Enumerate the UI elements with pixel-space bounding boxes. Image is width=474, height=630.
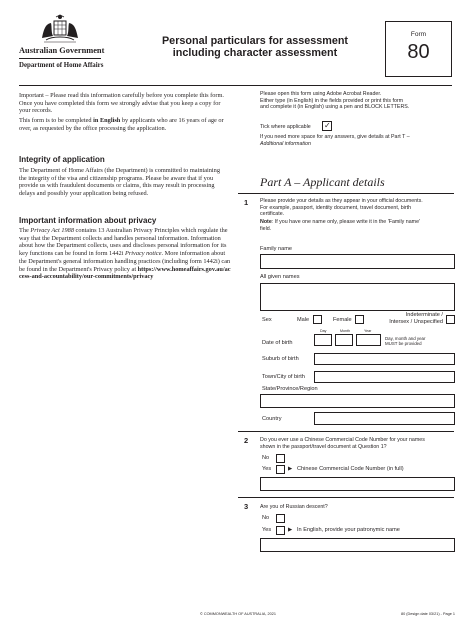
footer-page-info: 80 (Design date 03/21) - Page 1 [400,612,455,616]
english-requirement-bold: in English [93,117,121,124]
question-2-yes-checkbox[interactable] [276,465,285,474]
more-space-line2: Additional information [260,140,311,147]
privacy-policy-link[interactable]: https://www.homeaffairs.gov.au/access-and-accountability/our-commitments/privacy [19,265,231,281]
day-label: Day [320,329,327,333]
privacy-notice-name: Privacy notice [124,250,162,258]
country-label: Country [262,416,282,422]
town-field[interactable] [314,371,455,383]
state-label: State/Province/Region [262,386,318,392]
intro-paragraph: Important – Please read this information carefully before you complete this form. Once you have completed this form we strongly advise that you keep a copy for your records. [19,92,224,115]
question-1-note-text1: : If you have one name only, please write it in the 'Family name' [271,219,421,225]
year-label: Year [364,329,372,333]
coat-of-arms-icon [36,14,84,44]
form-label: Form [410,31,427,38]
chinese-code-field[interactable] [260,477,455,491]
question-2-line2: shown in the passport/travel document at Question 1? [260,443,387,450]
female-checkbox[interactable] [355,315,364,324]
male-label: Male [297,317,310,323]
suburb-label: Suburb of birth [262,356,299,362]
form-title-line1: Personal particulars for assessment [161,35,349,47]
question-3-number: 3 [244,502,249,511]
given-names-label: All given names [260,274,300,280]
town-label: Town/City of birth [262,374,305,380]
question-2-yes-detail: Chinese Commercial Code Number (in full) [297,466,404,472]
question-1-note-text2: field. [260,225,272,232]
family-name-label: Family name [260,246,293,252]
header-logo-divider [19,58,101,59]
privacy-text-a: The [19,227,31,234]
privacy-text [19,227,231,281]
q1-divider [238,431,454,432]
dob-note-line1: Day, month and year [385,336,426,341]
dob-label: Date of birth [262,340,293,346]
privacy-text-b: contains 13 Australian Privacy Principles which regulate the way that the Department collects and handles personal information. Information about how the Department collects, uses and discloses personal information for its key functions can be found in form 1442i [19,227,228,258]
instructions-line3: and complete it (in English) using a pen and BLOCK LETTERS. [260,104,410,111]
integrity-heading: Integrity of application [19,155,105,164]
footer-copyright: © COMMONWEALTH OF AUSTRALIA, 2021 [200,612,276,616]
instructions [260,91,460,111]
indeterminate-label [375,312,443,325]
question-3-no-label: No [262,515,270,521]
question-1-number: 1 [244,198,249,207]
country-field[interactable] [314,412,455,425]
indeterminate-line1: Indeterminate / [405,312,443,318]
question-1-line3: certificate. [260,211,285,218]
suburb-field[interactable] [314,353,455,365]
instructions-line2: Either type (in English) in the fields provided or print this form [260,97,404,104]
question-2-no-checkbox[interactable] [276,454,285,463]
dob-day-field[interactable] [314,334,332,346]
question-1-line2: For example, passport, identity document, travel document, birth [260,204,412,211]
state-field[interactable] [260,394,455,408]
question-3-no-checkbox[interactable] [276,514,285,523]
privacy-heading: Important information about privacy [19,216,157,225]
question-3-yes-label: Yes [262,527,272,533]
more-space-line1: If you need more space for any answers, give details at Part T – [260,134,410,140]
question-2-number: 2 [244,436,249,445]
dob-note-line2: MUST be provided [385,341,422,346]
privacy-text-c: . More information about the Department's general information handling practices (including form 1442i) can be found in the Department's Privacy policy at [19,250,231,273]
more-space-note [260,134,460,147]
english-requirement [19,117,229,132]
tick-example-box [322,121,332,131]
dob-year-field[interactable] [356,334,381,346]
indeterminate-checkbox[interactable] [446,315,455,324]
question-2-yes-label: Yes [262,466,272,472]
english-requirement-text-a: This form is to be completed [19,117,94,124]
question-1-text [260,198,460,218]
integrity-text: The Department of Home Affairs (the Department) is committed to maintaining the integrity of the visa and citizenship programs. Please be aware that if you provide us with fraudulent documents or claims, this may result in processing delays and possibly your application being refused. [19,167,220,198]
part-a-heading: Part A – Applicant details [260,175,385,189]
sex-label: Sex [262,317,272,323]
question-1-note [260,219,460,232]
privacy-act-name: Privacy Act 1988 [30,227,74,234]
form-title [152,36,358,59]
male-checkbox[interactable] [313,315,322,324]
question-3-text: Are you of Russian descent? [260,504,328,510]
question-3-yes-checkbox[interactable] [276,526,285,535]
female-label: Female [333,317,352,323]
dob-note [385,336,455,346]
header-divider [19,85,452,86]
form-number-box [385,21,452,77]
question-1-note-bold: Note [260,219,272,225]
part-a-divider [238,193,454,194]
q2-divider [238,497,454,498]
question-2-text [260,437,460,450]
patronymic-field[interactable] [260,538,455,552]
tick-label: Tick where applicable [260,124,311,130]
question-1-line1: Please provide your details as they appear in your official documents. [260,198,423,204]
question-2-line1: Do you ever use a Chinese Commercial Code Number for your names [260,437,425,443]
form-title-line2: including character assessment [172,46,338,59]
form-number: 80 [407,41,430,63]
government-name: Australian Government [19,46,105,55]
tick-mark-icon: ✓ [324,121,331,130]
english-requirement-text-b: by applicants who are 16 years of age or over, as requested by the office processing the application. [19,117,224,132]
month-label: Month [340,329,350,333]
indeterminate-line2: Intersex / Unspecified [389,318,443,325]
question-3-yes-arrow: ▶ [288,527,293,533]
question-2-yes-arrow: ▶ [288,466,293,472]
given-names-field[interactable] [260,283,455,311]
family-name-field[interactable] [260,254,455,269]
instructions-line1: Please open this form using Adobe Acrobat Reader. [260,91,382,97]
department-name: Department of Home Affairs [19,62,104,69]
question-3-yes-detail: In English, provide your patronymic name [297,527,400,533]
dob-month-field[interactable] [335,334,353,346]
question-2-no-label: No [262,455,270,461]
